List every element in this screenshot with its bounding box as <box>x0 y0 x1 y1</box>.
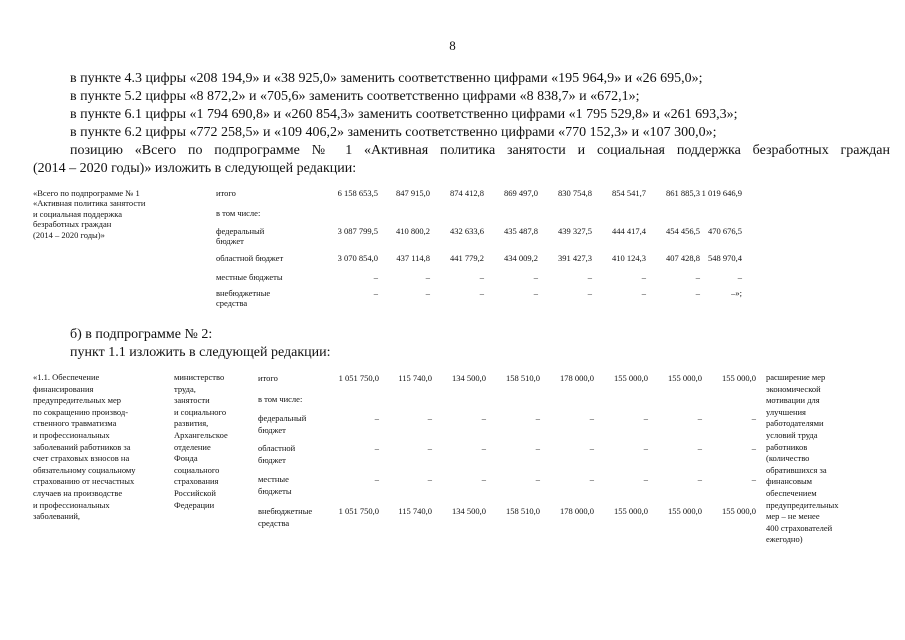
result-line: условий труда <box>766 430 818 440</box>
paragraph: в пункте 5.2 цифры «8 872,2» и «705,6» заменить соответственно цифрами «8 838,7» и «672,1»; <box>70 89 640 104</box>
table-cell: – <box>427 443 432 453</box>
row-label: местные бюджеты <box>216 272 283 282</box>
result-line: мотивации для <box>766 395 820 406</box>
table-cell: – <box>643 474 648 484</box>
table-cell: – <box>641 288 646 298</box>
row-label: бюджеты <box>258 485 292 496</box>
result-line: улучшения <box>766 406 806 417</box>
table-cell: 861 885,3 <box>666 188 700 198</box>
row-label: внебюджетные <box>216 288 271 298</box>
table-cell: 391 427,3 <box>558 253 592 263</box>
table-cell: – <box>589 413 594 423</box>
paragraph: (2014 – 2020 годы)» изложить в следующей редакции: <box>33 161 357 176</box>
name-line: «Всего по подпрограмме № 1 <box>33 188 140 198</box>
paragraph: в пункте 6.2 цифры «772 258,5» и «109 406,2» заменить соответственно цифрами «770 152,3» и «107 300,0»; <box>70 125 717 140</box>
executor-line: развития, <box>174 418 209 429</box>
name-line: заболеваний работников за <box>33 441 131 452</box>
name-line: «1.1. Обеспечение <box>33 372 100 382</box>
table-cell: 155 000,0 <box>668 373 702 383</box>
executor-line: министерство <box>174 372 225 382</box>
result-line: (количество <box>766 453 810 464</box>
executor-line: отделение <box>174 441 211 452</box>
row-label: итого <box>258 373 278 383</box>
result-line: ежегодно) <box>766 534 803 545</box>
table-cell: 6 158 653,5 <box>337 188 378 198</box>
paragraph: в пункте 4.3 цифры «208 194,9» и «38 925,0» заменить соответственно цифрами «195 964,9» и «26 695,0»; <box>70 71 703 86</box>
table-cell: – <box>643 413 648 423</box>
table-cell: – <box>641 272 646 282</box>
name-line: страхованию от несчастных <box>33 476 135 487</box>
table-cell: – <box>481 443 486 453</box>
name-line: «Активная политика занятости <box>33 198 146 209</box>
table-cell: – <box>425 288 430 298</box>
table-cell: 437 114,8 <box>396 253 430 263</box>
executor-line: страхования <box>174 476 219 487</box>
table-cell: – <box>697 474 702 484</box>
table-cell: 155 000,0 <box>614 373 648 383</box>
name-line: заболеваний, <box>33 511 81 522</box>
table-cell: 830 754,8 <box>558 188 592 198</box>
row-label: итого <box>216 188 236 198</box>
table-cell: – <box>697 443 702 453</box>
name-line: счет страховых взносов на <box>33 453 130 464</box>
table-cell: 155 000,0 <box>668 506 702 516</box>
row-label: средства <box>258 517 290 528</box>
table-cell: 155 000,0 <box>722 506 756 516</box>
result-line: экономической <box>766 383 821 394</box>
table-cell: – <box>373 288 378 298</box>
table-cell: – <box>697 413 702 423</box>
table-cell: 178 000,0 <box>560 373 594 383</box>
table-cell: 434 009,2 <box>504 253 538 263</box>
name-line: случаев на производстве <box>33 488 123 498</box>
table-cell: 410 124,3 <box>612 253 646 263</box>
row-label: бюджет <box>216 236 244 247</box>
table-cell: 548 970,4 <box>708 253 742 263</box>
executor-line: Фонда <box>174 453 198 464</box>
table-cell: – <box>535 443 540 453</box>
row-label: бюджет <box>258 454 286 465</box>
paragraph: в пункте 6.1 цифры «1 794 690,8» и «260 854,3» заменить соответственно цифрами «1 795 529,8» и «261 693,3»; <box>70 107 738 122</box>
table-cell: 155 000,0 <box>722 373 756 383</box>
table-cell: 869 497,0 <box>504 188 538 198</box>
table-cell: 444 417,4 <box>612 226 646 236</box>
table-cell: – <box>533 288 538 298</box>
table-cell: – <box>751 413 756 423</box>
result-line: предупредительных <box>766 499 839 510</box>
table-cell: – <box>481 474 486 484</box>
row-label: областной бюджет <box>216 253 284 263</box>
name-line: финансирования <box>33 383 94 394</box>
table-cell: – <box>479 272 484 282</box>
name-line: и профессиональных <box>33 430 110 440</box>
table-cell: – <box>589 474 594 484</box>
table-cell: 115 740,0 <box>398 506 432 516</box>
name-line: (2014 – 2020 годы)» <box>33 229 105 240</box>
table-cell: – <box>479 288 484 298</box>
name-line: обязательному социальному <box>33 464 136 475</box>
result-line: расширение мер <box>766 372 826 382</box>
table-cell: 432 633,6 <box>450 226 484 236</box>
table-cell: 454 456,5 <box>666 226 700 236</box>
result-line: обратившихся за <box>766 464 827 475</box>
row-label: средства <box>216 298 248 309</box>
name-line: и социальная поддержка <box>33 208 122 219</box>
table-cell: – <box>587 288 592 298</box>
table-cell: 3 087 799,5 <box>337 226 378 236</box>
executor-line: социального <box>174 464 220 475</box>
executor-line: занятости <box>174 395 210 406</box>
name-line: предупредительных мер <box>33 395 122 406</box>
table-cell: 470 676,5 <box>708 226 742 236</box>
table-cell: – <box>587 272 592 282</box>
executor-line: Архангельское <box>174 430 228 440</box>
table-cell: – <box>374 413 379 423</box>
name-line: безработных граждан <box>33 219 112 230</box>
table-cell: – <box>427 474 432 484</box>
name-line: ственного травматизма <box>33 418 117 429</box>
row-label: федеральный <box>216 226 265 236</box>
table-cell: – <box>643 443 648 453</box>
result-line: мер – не менее <box>766 511 820 522</box>
row-label: в том числе: <box>216 208 261 218</box>
table-cell: – <box>481 413 486 423</box>
table-cell: –»; <box>731 288 742 298</box>
table-cell: 1 051 750,0 <box>338 506 379 516</box>
table-cell: – <box>695 272 700 282</box>
table-cell: 1 051 750,0 <box>338 373 379 383</box>
table-cell: 439 327,5 <box>558 226 592 236</box>
table-cell: 407 428,8 <box>666 253 700 263</box>
row-label: федеральный <box>258 413 307 423</box>
row-label: внебюджетные <box>258 506 313 516</box>
executor-line: и социального <box>174 406 227 417</box>
result-line: обеспечением <box>766 488 817 498</box>
heading-b: б) в подпрограмме № 2: <box>70 327 213 342</box>
table-cell: – <box>374 474 379 484</box>
table-cell: – <box>535 474 540 484</box>
table-cell: 854 541,7 <box>612 188 646 198</box>
row-label: областной <box>258 443 296 453</box>
table-cell: – <box>374 443 379 453</box>
result-line: работодателями <box>766 418 824 429</box>
table-cell: – <box>535 413 540 423</box>
table-cell: 874 412,8 <box>450 188 484 198</box>
name-line: и профессиональных <box>33 499 110 510</box>
row-label: в том числе: <box>258 394 303 404</box>
table-cell: 158 510,0 <box>506 373 540 383</box>
result-line: работников <box>766 441 808 452</box>
page-number: 8 <box>449 38 456 53</box>
table-cell: – <box>695 288 700 298</box>
result-line: финансовым <box>766 476 813 487</box>
name-line: по сокращению производ- <box>33 406 129 417</box>
table-cell: – <box>427 413 432 423</box>
table-cell: – <box>589 443 594 453</box>
executor-line: труда, <box>174 383 196 394</box>
result-line: 400 страхователей <box>766 522 833 533</box>
executor-line: Федерации <box>174 499 215 510</box>
table-cell: 134 500,0 <box>452 506 486 516</box>
table-cell: 435 487,8 <box>504 226 538 236</box>
table-cell: 155 000,0 <box>614 506 648 516</box>
table-cell: 441 779,2 <box>450 253 484 263</box>
table-cell: – <box>751 474 756 484</box>
table-cell: 158 510,0 <box>506 506 540 516</box>
table-cell: – <box>737 272 742 282</box>
table-cell: – <box>751 443 756 453</box>
table-cell: – <box>533 272 538 282</box>
table-cell: 3 070 854,0 <box>337 253 378 263</box>
table-cell: 1 019 646,9 <box>701 188 742 198</box>
row-label: бюджет <box>258 424 286 435</box>
row-label: местные <box>258 474 289 484</box>
table-cell: – <box>373 272 378 282</box>
table-cell: 847 915,0 <box>396 188 430 198</box>
paragraph: позицию «Всего по подпрограмме № 1 «Активная политика занятости и социальная поддержка безработных граждан <box>70 143 890 158</box>
table-cell: 178 000,0 <box>560 506 594 516</box>
table-cell: 115 740,0 <box>398 373 432 383</box>
table-cell: 410 800,2 <box>396 226 430 236</box>
table-cell: 134 500,0 <box>452 373 486 383</box>
heading-b2: пункт 1.1 изложить в следующей редакции: <box>70 345 331 360</box>
executor-line: Российской <box>174 488 216 498</box>
table-cell: – <box>425 272 430 282</box>
